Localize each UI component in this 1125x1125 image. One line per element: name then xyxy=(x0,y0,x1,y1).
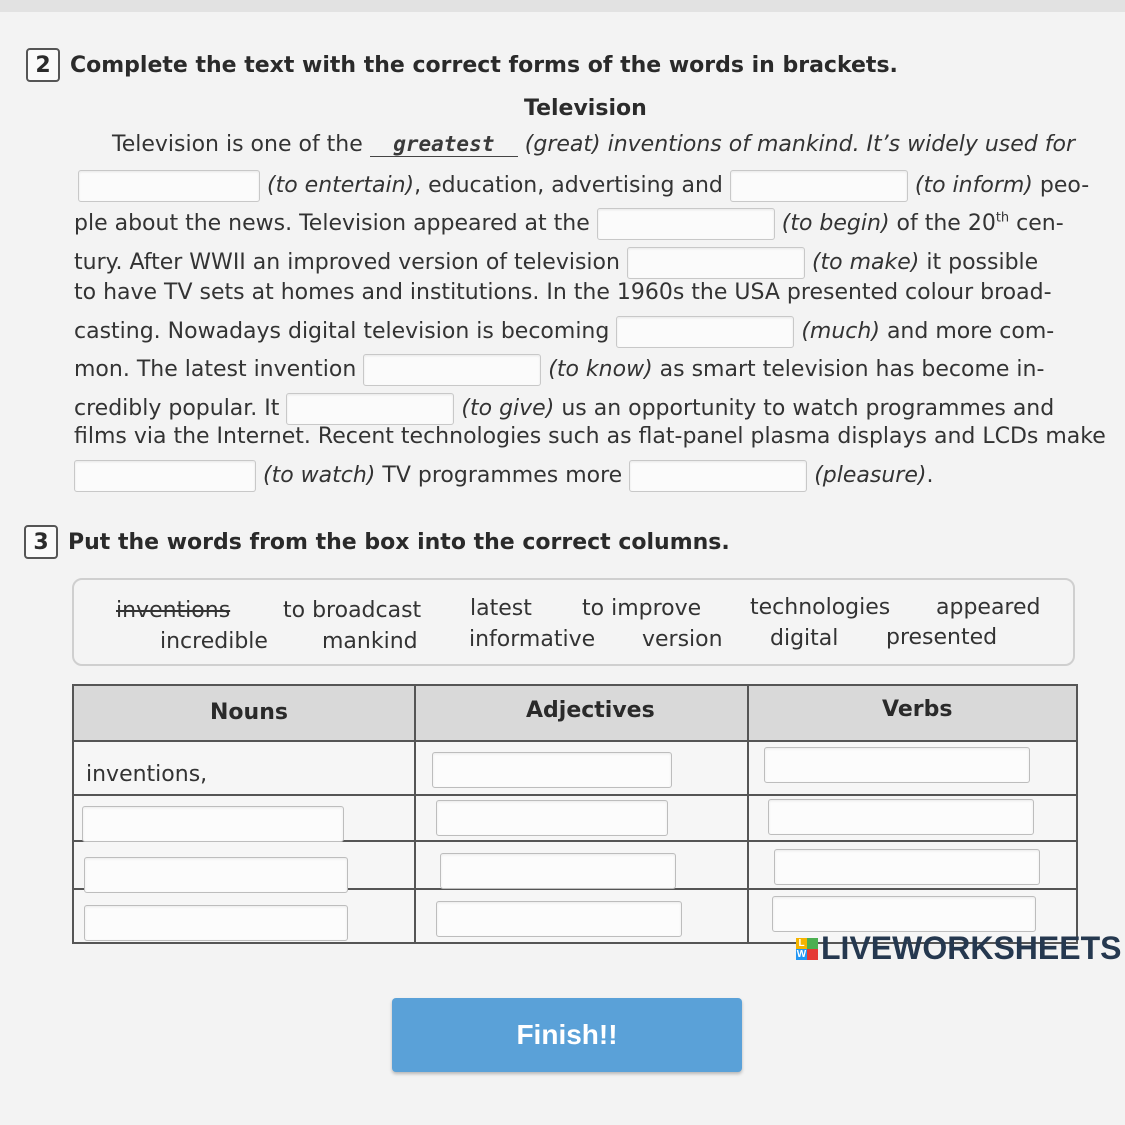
text-line-3 xyxy=(74,208,1064,240)
verb-answer-box[interactable] xyxy=(772,896,1036,932)
word-to-improve: to improve xyxy=(582,596,702,621)
gap-to-give[interactable] xyxy=(286,393,454,425)
exercise-3-instruction: Put the words from the box into the correct columns. xyxy=(68,529,730,555)
text-segment: TV programmes more xyxy=(382,463,623,488)
gap-to-entertain[interactable] xyxy=(78,170,260,202)
exercise-2-instruction: Complete the text with the correct forms of the words in brackets. xyxy=(70,52,898,78)
text-segment: mon. The latest invention xyxy=(74,357,357,382)
logo-letter-l: L xyxy=(796,938,807,949)
text-segment: (to begin) xyxy=(781,211,890,236)
word-version: version xyxy=(642,627,723,652)
text-segment: of the 20 xyxy=(896,211,996,236)
row-divider xyxy=(74,740,1076,742)
liveworksheets-watermark xyxy=(796,930,1121,967)
logo-letter-w: W xyxy=(796,948,807,960)
word-to-broadcast: to broadcast xyxy=(283,598,422,623)
exercise-2-number: 2 xyxy=(26,48,60,82)
gap-to-inform[interactable] xyxy=(730,170,908,202)
adjective-answer-box[interactable] xyxy=(436,901,682,937)
text-segment: credibly popular. It xyxy=(74,396,280,421)
word-incredible: incredible xyxy=(160,629,268,654)
word-mankind: mankind xyxy=(322,629,418,654)
text-line-2 xyxy=(78,170,1089,202)
text-segment: (to inform) xyxy=(914,173,1033,198)
text-line-5 xyxy=(74,280,1052,305)
text-segment: and more com- xyxy=(886,319,1055,344)
header-adjectives: Adjectives xyxy=(526,698,655,723)
noun-answer-box[interactable] xyxy=(82,806,344,842)
column-divider xyxy=(747,686,749,942)
exercise-3-number: 3 xyxy=(24,525,58,559)
watermark-text: LIVEWORKSHEETS xyxy=(821,930,1122,966)
text-segment: peo- xyxy=(1039,173,1090,198)
column-divider xyxy=(414,686,416,942)
text-segment: (to make) xyxy=(811,250,920,275)
text-title: Television xyxy=(524,96,647,121)
gap-to-know[interactable] xyxy=(363,354,541,386)
text-line-8 xyxy=(74,393,1054,425)
text-segment: Television is one of the xyxy=(112,132,363,157)
text-segment: (to give) xyxy=(461,396,555,421)
text-segment: . xyxy=(926,463,934,488)
word-latest: latest xyxy=(470,596,532,621)
header-verbs: Verbs xyxy=(882,697,953,722)
text-segment: (much) xyxy=(801,319,880,344)
word-presented: presented xyxy=(886,625,998,650)
adjective-answer-box[interactable] xyxy=(436,800,668,836)
text-line-9 xyxy=(74,424,1106,449)
header-nouns: Nouns xyxy=(210,700,288,725)
text-segment: cen- xyxy=(1016,211,1064,236)
superscript-th: th xyxy=(995,210,1010,226)
word-technologies: technologies xyxy=(750,595,891,620)
noun-answer-box[interactable] xyxy=(84,857,348,893)
text-segment: (to know) xyxy=(548,357,653,382)
liveworksheets-logo-icon xyxy=(796,938,818,960)
text-segment: ple about the news. Television appeared at the xyxy=(74,211,590,236)
adjective-answer-box[interactable] xyxy=(432,752,672,788)
exercise-3-header xyxy=(24,525,730,559)
verb-answer-box[interactable] xyxy=(774,849,1040,885)
verb-answer-box[interactable] xyxy=(764,747,1030,783)
text-segment: casting. Nowadays digital television is becoming xyxy=(74,319,610,344)
classification-table xyxy=(72,684,1078,944)
adjective-answer-box[interactable] xyxy=(440,853,676,889)
text-segment: , education, advertising and xyxy=(414,173,723,198)
row-divider xyxy=(74,794,1076,796)
text-line-7 xyxy=(74,354,1044,386)
answer-great: greatest xyxy=(370,132,518,157)
text-segment: tury. After WWII an improved version of television xyxy=(74,250,620,275)
text-segment: it possible xyxy=(926,250,1039,275)
text-line-1 xyxy=(112,132,1075,157)
nouns-first-cell: inventions, xyxy=(86,762,208,787)
gap-to-make[interactable] xyxy=(627,247,805,279)
text-segment: as smart television has become in- xyxy=(659,357,1045,382)
exercise-2-header xyxy=(26,48,898,82)
logo-square xyxy=(807,938,818,949)
word-digital: digital xyxy=(770,626,839,651)
text-line-4 xyxy=(74,247,1038,279)
text-segment: (great) inventions of mankind. It’s widely used for xyxy=(524,132,1076,157)
gap-to-watch[interactable] xyxy=(74,460,256,492)
text-segment: films via the Internet. Recent technologies such as flat-panel plasma displays and LCDs make xyxy=(74,424,1106,449)
word-informative: informative xyxy=(469,627,596,652)
word-appeared: appeared xyxy=(936,595,1041,620)
text-line-10 xyxy=(74,460,933,492)
word-box xyxy=(72,578,1075,666)
top-bar xyxy=(0,0,1125,12)
word-inventions: inventions xyxy=(116,598,231,623)
text-segment: (to watch) xyxy=(263,463,376,488)
gap-much[interactable] xyxy=(616,316,794,348)
text-line-6 xyxy=(74,316,1054,348)
gap-pleasure[interactable] xyxy=(629,460,807,492)
gap-to-begin[interactable] xyxy=(597,208,775,240)
logo-square xyxy=(807,949,818,960)
text-segment: us an opportunity to watch programmes and xyxy=(561,396,1055,421)
noun-answer-box[interactable] xyxy=(84,905,348,941)
text-segment: to have TV sets at homes and institutions. In the 1960s the USA presented colour broad- xyxy=(74,280,1052,305)
verb-answer-box[interactable] xyxy=(768,799,1034,835)
finish-button[interactable]: Finish!! xyxy=(392,998,742,1072)
text-segment: (to entertain) xyxy=(267,173,415,198)
text-segment: (pleasure) xyxy=(814,463,927,488)
